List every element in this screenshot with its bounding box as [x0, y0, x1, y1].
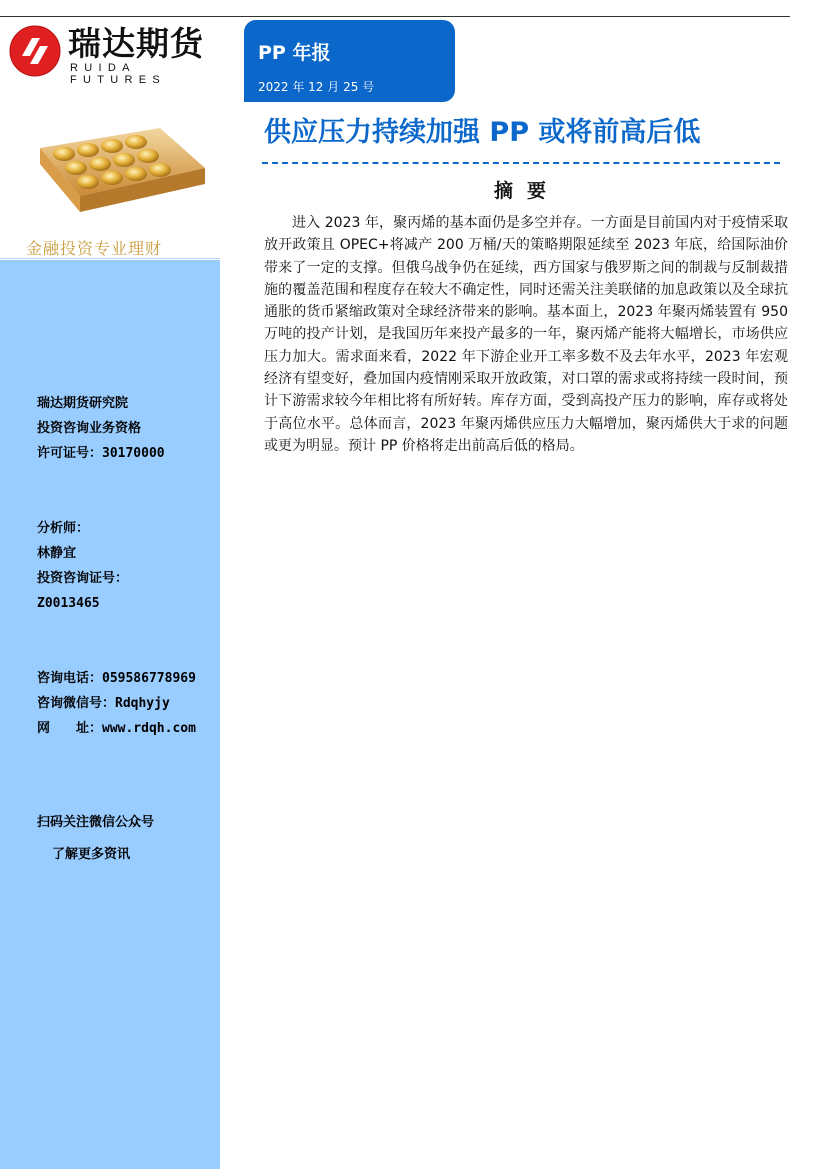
top-rule — [0, 16, 790, 17]
gold-ingots-icon — [0, 88, 220, 260]
phone: 咨询电话：059586778969 — [37, 671, 196, 686]
wechat-id: 咨询微信号：Rdqhyjy — [37, 696, 170, 711]
ruida-logo — [8, 24, 228, 86]
qr-note-2: 了解更多资讯 — [52, 847, 131, 862]
logo-english: RUIDA FUTURES — [70, 62, 167, 86]
analyst-label: 分析师： — [37, 521, 90, 536]
sidebar — [0, 260, 220, 1169]
qualification: 投资咨询业务资格 — [37, 421, 142, 436]
hero-image — [0, 88, 220, 260]
title-divider — [262, 162, 780, 164]
badge-title: PP 年报 — [258, 42, 331, 64]
cert-label: 投资咨询证号： — [37, 571, 129, 586]
website: 网 址：www.rdqh.com — [37, 721, 196, 736]
report-type-badge — [244, 20, 455, 102]
report-title: 供应压力持续加强 PP 或将前高后低 — [264, 117, 701, 148]
ruida-logo-icon — [8, 24, 62, 78]
hero-divider — [0, 258, 220, 259]
cert-number: Z0013465 — [37, 596, 100, 611]
analyst-name: 林静宜 — [37, 546, 77, 561]
logo-name: 瑞达期货 — [68, 24, 204, 63]
abstract-body: 进入 2023 年，聚丙烯的基本面仍是多空并存。一方面是目前国内对于疫情采取放开政策且 OPEC+将减产 200 万桶/天的策略期限延续至 2023 年底，给国际油价带来了一定的支撑。但俄乌战争仍在延续，西方国家与俄罗斯之间的制裁与反制裁措施的覆盖范围和程度存在较大不确定性，同时还需关注美联储的加息政策以及全球抗通胀的货币紧缩政策对全球经济带来的影响。基本面上，2023 年聚丙烯装置有 950 万吨的投产计划，是我国历年来投产最多的一年，聚丙烯产能将大幅增长，市场供应压力加大。需求面来看，2022 年下游企业开工率多数不及去年水平，2023 年宏观经济有望变好，叠加国内疫情刚采取开放政策，对口罩的需求或将持续一段时间，预计下游需求较今年相比将有所好转。库存方面，受到高投产压力的影响，库存或将处于高位水平。总体而言，2023 年聚丙烯供应压力大幅增加，聚丙烯供大于求的问题或更为明显。预计 PP 价格将走出前高后低的格局。 — [264, 215, 788, 454]
abstract-heading: 摘要 — [494, 180, 561, 202]
hero-slogan: 金融投资专业理财 — [26, 239, 163, 258]
institute-name: 瑞达期货研究院 — [37, 396, 129, 411]
qr-note: 扫码关注微信公众号 — [37, 815, 155, 830]
report-date: 2022 年 12 月 25 号 — [258, 80, 375, 94]
license-number: 许可证号：30170000 — [37, 446, 165, 461]
